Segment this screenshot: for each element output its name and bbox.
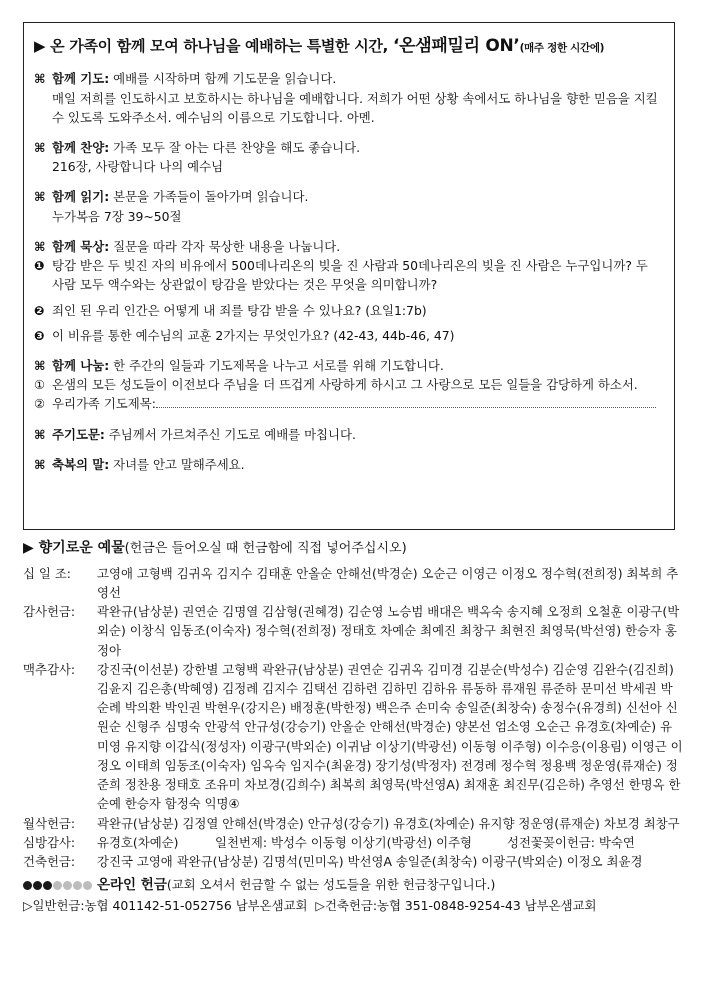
question-3: ❸ 이 비유를 통한 예수님의 교훈 2가지는 무엇인가요? (42-43, 44b-46, 47) xyxy=(34,327,455,343)
section-icon: ⌘ xyxy=(34,140,46,155)
account-building: ▷건축헌금:농협 351-0848-9254-43 남부온샘교회 xyxy=(315,898,597,914)
offering-section xyxy=(23,538,683,915)
fill-in-line xyxy=(156,397,656,408)
headline-text: ▶ 온 가족이 함께 모여 하나님을 예배하는 특별한 시간, xyxy=(34,37,393,55)
account-general: ▷일반헌금:농협 401142-51-052756 남부온샘교회 xyxy=(23,898,308,914)
online-title: 온라인 헌금 xyxy=(96,877,167,894)
online-offering: 온라인 헌금(교회 오셔서 헌금할 수 없는 성도들을 위한 헌금창구입니다.) ▷일반헌금:농협 401142-51-052756 남부온샘교회 ▷건축헌금:농협 351-0848-9254-43 남부온샘교회 xyxy=(23,877,597,914)
section-hymn: ⌘ 함께 찬양: 가족 모두 잘 아는 다른 찬양을 해도 좋습니다. 216장, 사랑합니다 나의 예수님 xyxy=(34,138,660,176)
reading-body: 누가복음 7장 39~50절 xyxy=(52,208,182,224)
offering-row-visit: 심방감사: 유경호(차예순) 일천번제: 박성수 이동형 이상기(박광선) 이주형 성전꽃꽂이헌금: 박숙연 xyxy=(23,834,635,850)
sharing-item-2: ② 우리가족 기도제목: xyxy=(34,394,660,413)
section-icon: ⌘ xyxy=(34,238,46,254)
section-icon: ⌘ xyxy=(34,456,46,472)
question-1: ❶ 탕감 받은 두 빚진 자의 비유에서 500데나리온의 빚을 진 사람과 50데나리온의 빚을 진 사람은 누구입니까? 두 사람 모두 액수와는 상관없이 탕감을 받았다는 것은 무엇을 의미합니까? xyxy=(34,258,648,293)
section-prayer: ⌘ 함께 기도: 예배를 시작하며 함께 기도문을 읽습니다. 매일 저희를 인도하시고 보호하시는 하나님을 예배합니다. 저희가 어떤 상황 속에서도 하나님을 향한 믿음을 지킬 수 있도록 도와주소서. 예수님의 이름으로 기도합니다. 아멘. xyxy=(34,69,660,127)
dots-icon xyxy=(23,877,93,892)
headline xyxy=(34,33,660,59)
hymn-body: 216장, 사랑합니다 나의 예수님 xyxy=(52,159,224,175)
section-icon: ⌘ xyxy=(34,189,46,205)
section-icon: ⌘ xyxy=(34,357,46,373)
sharing-item-1: ① 온샘의 모든 성도들이 이전보다 주님을 더 뜨겁게 사랑하게 하시고 그 사랑으로 모든 일들을 감당하게 하소서. xyxy=(34,377,638,393)
question-2: ❷ 죄인 된 우리 인간은 어떻게 내 죄를 탕감 받을 수 있나요? (요일1:7b) xyxy=(34,302,427,318)
offering-row-harvest: 맥추감사: 강진국(이선분) 강한별 고형백 곽완규(남상분) 권연순 김귀옥 김미경 김분순(박성수) 김순영 김완수(김진희) 김윤지 김은총(박혜영) 김정례 김지수 김택선 김하련 김하민 김하유 류동하 류재원 류준하 문미선 박세권 박순례 박의환 박인권 박현우(강지은) 배정훈(박한정) 백은주 손미숙 송일준(최창숙) 송정수(유경희) 신선아 신원순 신형주 심명숙 안광석 안규성(강승기) 안올순 안해선(박경순) 양본선 엄소영 오순근 유경호(차예순) 유미영 유지향 이갑식(정성자) 이광구(박외순) 이귀남 이상기(박광선) 이동형 이주형) 이수응(이용림) 이영근 이정오 이태희 임동조(이숙자) 임옥숙 임지수(최윤경) 장기성(박정자) 전경례 정수혁 정용백 정운영(류재순) 정준희 정찬용 정태호 조유미 차보경(김희수) 최복희 최영묵(박선영A) 최재훈 최진무(김은하) 추영선 한명옥 한순예 한승자 함정숙 익명④ xyxy=(23,661,683,812)
offering-row-building: 건축헌금: 강진국 고영애 곽완규(남상분) 김명석(민미옥) 박선영A 송일준(최창숙) 이광구(박외순) 이정오 최윤경 xyxy=(23,853,643,869)
family-worship-box xyxy=(23,22,675,530)
offering-title: ▶ 향기로운 예물(헌금은 들어오실 때 헌금함에 직접 넣어주십시오) xyxy=(23,540,407,556)
section-lords-prayer: ⌘ 주기도문: 주님께서 가르쳐주신 기도로 예배를 마칩니다. xyxy=(34,425,660,444)
headline-title: ‘온샘패밀리 ON’ xyxy=(392,36,520,56)
offering-row-thanks: 감사헌금: 곽완규(남상분) 권연순 김명열 김삼형(권혜경) 김순영 노승범 배대은 백옥숙 송지혜 오정희 오철훈 이광구(박외순) 이창식 임동조(이숙자) 정수혁(전희정) 정태호 차예순 최예진 최창구 최현진 최영묵(박선영) 한승자 홍정아 xyxy=(23,604,680,658)
section-blessing: ⌘ 축복의 말: 자녀를 안고 말해주세요. xyxy=(34,455,660,474)
prayer-body: 매일 저희를 인도하시고 보호하시는 하나님을 예배합니다. 저희가 어떤 상황 속에서도 하나님을 향한 믿음을 지킬 수 있도록 도와주소서. 예수님의 이름으로 기도합니다. 아멘. xyxy=(52,90,658,125)
section-meditation: ⌘ 함께 묵상: 질문을 따라 각자 묵상한 내용을 나눕니다. ❶ 탕감 받은 두 빚진 자의 비유에서 500데나리온의 빚을 진 사람과 50데나리온의 빚을 진 사람은 누구입니까? 두 사람 모두 액수와는 상관없이 탕감을 받았다는 것은 무엇을 의미합니까? ❷ 죄인 된 우리 인간은 어떻게 내 죄를 탕감 받을 수 있나요? (요일1:7b) ❸ 이 비유를 통한 예수님의 교훈 2가지는 무엇인가요? (42-43, 44b-46, 47) xyxy=(34,237,660,345)
section-icon: ⌘ xyxy=(34,426,46,442)
headline-note: (매주 정한 시간에) xyxy=(519,42,605,54)
offering-row-tithe: 십 일 조: 고영애 고형백 김귀옥 김지수 김태훈 안올순 안해선(박경순) 오순근 이영근 이정오 정수혁(전희정) 최복희 추영선 xyxy=(23,565,679,600)
section-sharing: ⌘ 함께 나눔: 한 주간의 일들과 기도제목을 나누고 서로를 위해 기도합니다. ① 온샘의 모든 성도들이 이전보다 주님을 더 뜨겁게 사랑하게 하시고 그 사랑으로 모든 일들을 감당하게 하소서. ② 우리가족 기도제목: xyxy=(34,356,660,414)
offering-row-month: 월삭헌금: 곽완규(남상분) 김정열 안해선(박경순) 안규성(강승기) 유경호(차예순) 유지향 정운영(류재순) 차보경 최창구 xyxy=(23,815,680,831)
section-reading: ⌘ 함께 읽기: 본문을 가족들이 돌아가며 읽습니다. 누가복음 7장 39~50절 xyxy=(34,187,660,225)
section-icon: ⌘ xyxy=(34,71,46,87)
